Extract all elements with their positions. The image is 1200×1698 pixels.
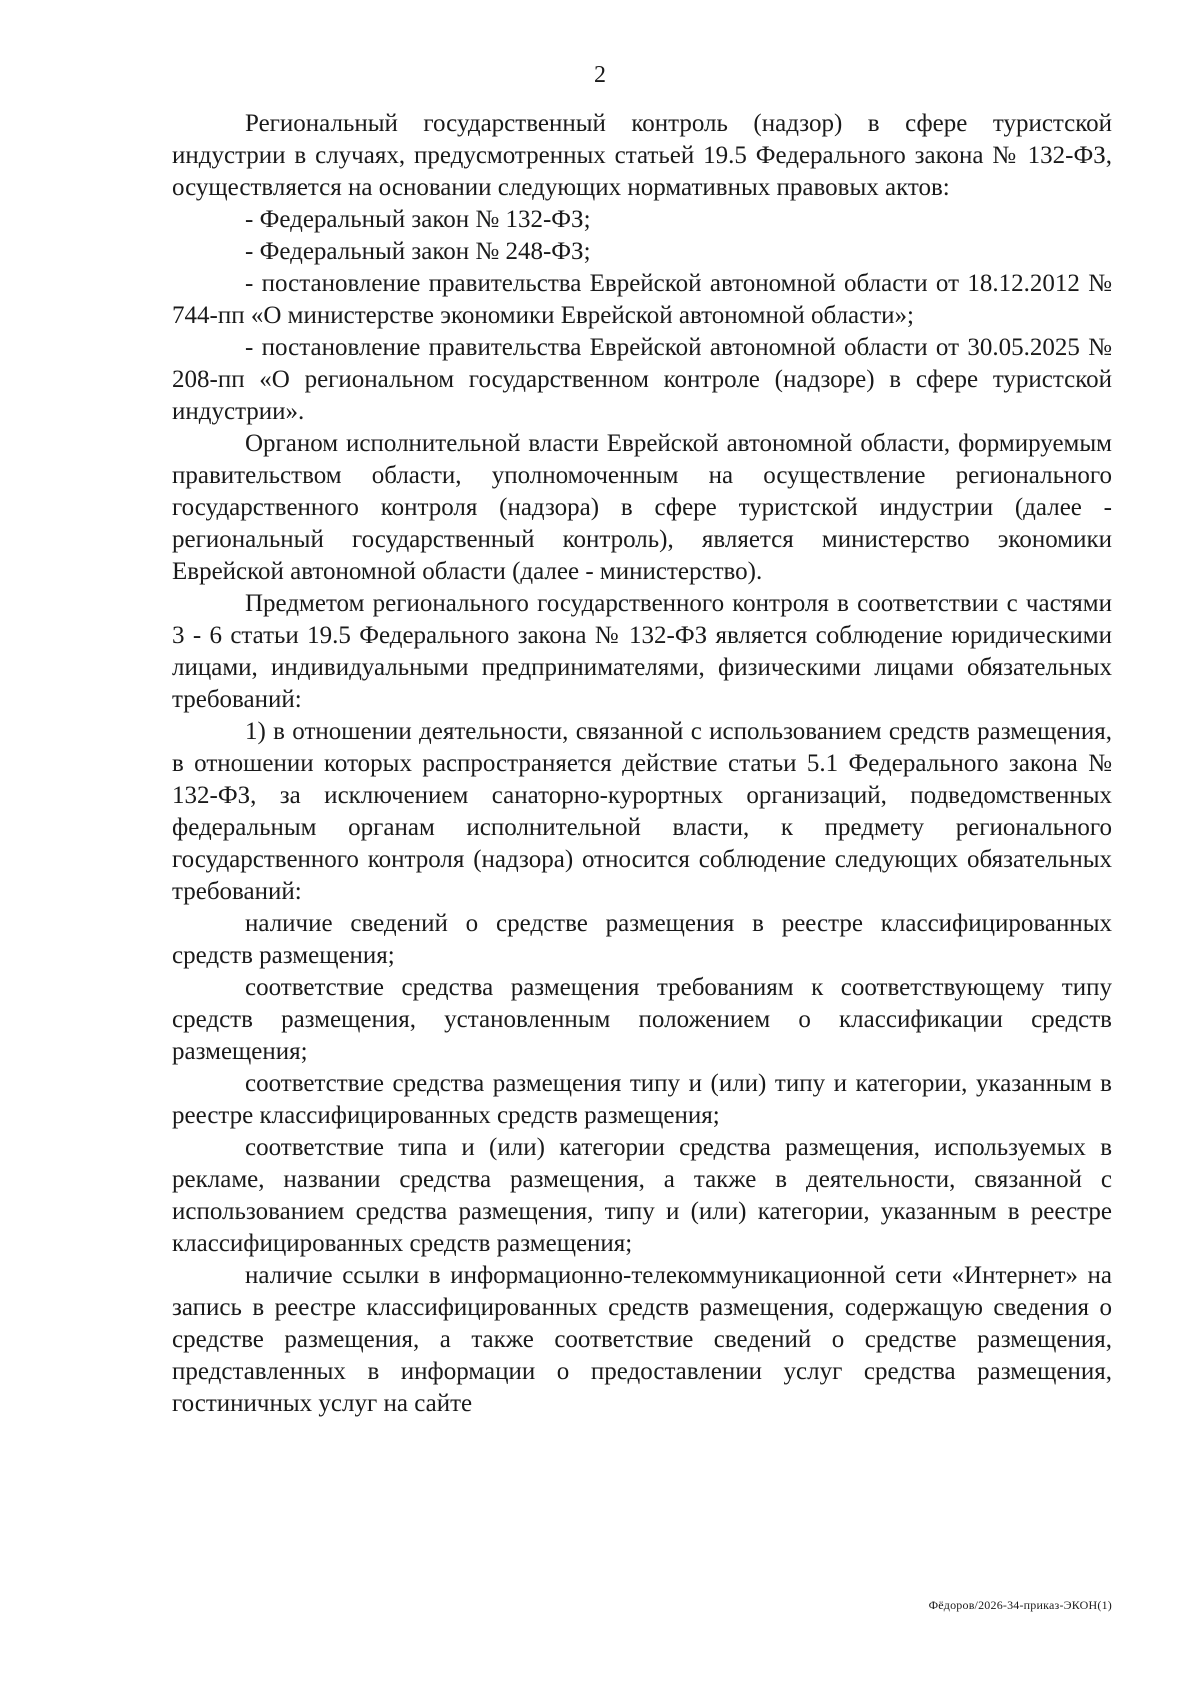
paragraph: Региональный государственный контроль (надзор) в сфере туристской индустрии в случаях, предусмотренных статьей 19.5 Федерального закона № 132-ФЗ, осуществляется на основании следующих нормативных правовых актов: <box>172 110 1112 201</box>
list-item: - Федеральный закон № 248-ФЗ; <box>245 238 591 265</box>
requirement-item: наличие ссылки в информационно-телекоммуникационной сети «Интернет» на запись в реестре классифицированных средств размещения, содержащую сведения о средстве размещения, а также соответствие сведений о средстве размещения, представленных в информации о предоставлении услуг средства размещения, гостиничных услуг на сайте <box>172 1262 1112 1417</box>
paragraph: Предметом регионального государственного контроля в соответствии с частями 3 - 6 статьи 19.5 Федерального закона № 132-ФЗ является соблюдение юридическими лицами, индивидуальными предпринимателями, физическими лицами обязательных требований: <box>172 590 1112 713</box>
requirement-item: соответствие типа и (или) категории средства размещения, используемых в рекламе, названии средства размещения, а также в деятельности, связанной с использованием средства размещения, типу и (или) категории, указанным в реестре классифицированных средств размещения; <box>172 1134 1112 1257</box>
page-number: 2 <box>594 62 606 88</box>
document-body <box>172 108 1112 1420</box>
paragraph: Органом исполнительной власти Еврейской автономной области, формируемым правительством области, уполномоченным на осуществление регионального государственного контроля (надзора) в сфере туристской индустрии (далее - региональный государственный контроль), является министерство экономики Еврейской автономной области (далее - министерство). <box>172 430 1112 585</box>
list-item: - Федеральный закон № 132-ФЗ; <box>245 206 591 233</box>
requirement-item: соответствие средства размещения требованиям к соответствующему типу средств размещения, установленным положением о классификации средств размещения; <box>172 974 1112 1065</box>
numbered-item: 1) в отношении деятельности, связанной с использованием средств размещения, в отношении которых распространяется действие статьи 5.1 Федерального закона № 132-ФЗ, за исключением санаторно-курортных организаций, подведомственных федеральным органам исполнительной власти, к предмету регионального государственного контроля (надзора) относится соблюдение следующих обязательных требований: <box>172 718 1112 905</box>
document-code: Фёдоров/2026-34-приказ-ЭКОН(1) <box>928 1598 1112 1612</box>
requirement-item: соответствие средства размещения типу и (или) типу и категории, указанным в реестре классифицированных средств размещения; <box>172 1070 1112 1129</box>
list-item: - постановление правительства Еврейской автономной области от 18.12.2012 № 744-пп «О министерстве экономики Еврейской автономной области»; <box>172 270 1112 329</box>
requirement-item: наличие сведений о средстве размещения в реестре классифицированных средств размещения; <box>172 910 1112 969</box>
list-item: - постановление правительства Еврейской автономной области от 30.05.2025 № 208-пп «О региональном государственном контроле (надзоре) в сфере туристской индустрии». <box>172 334 1112 425</box>
